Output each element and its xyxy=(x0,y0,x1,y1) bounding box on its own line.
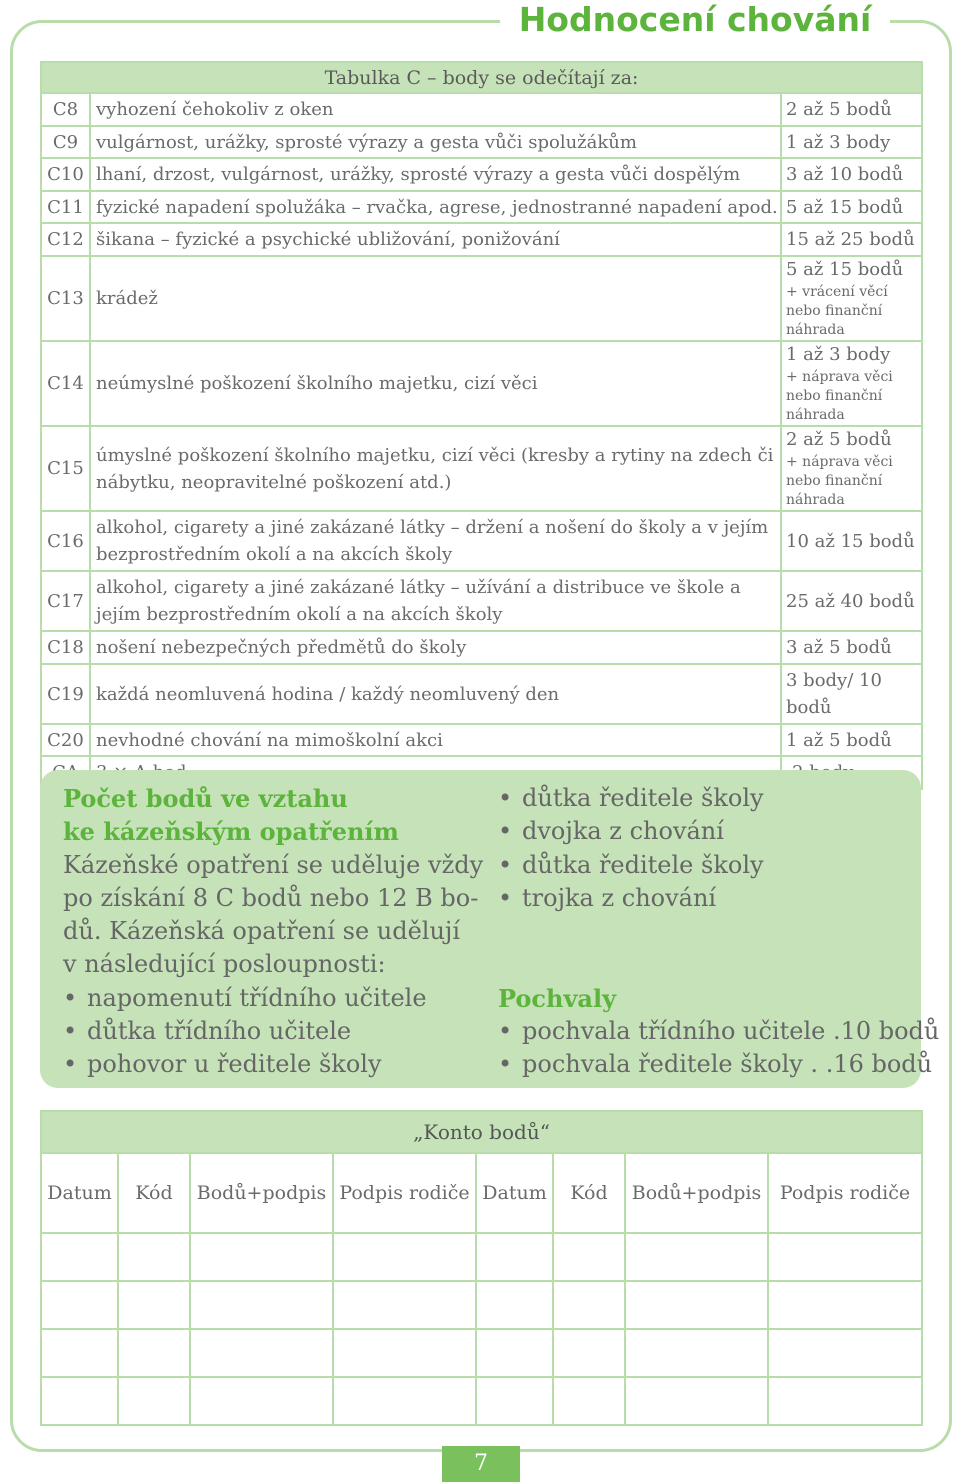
empty-cell[interactable] xyxy=(476,1377,553,1425)
bullet-icon: • xyxy=(498,784,513,812)
list-item xyxy=(498,849,918,882)
row-code: C20 xyxy=(41,724,90,756)
row-points: 1 až 3 body xyxy=(786,344,891,365)
konto-empty-row xyxy=(41,1329,922,1377)
row-points-cell xyxy=(781,426,922,511)
list-item xyxy=(63,1048,493,1081)
row-points: 1 až 3 body xyxy=(781,126,922,158)
praise-points: 10 bodů xyxy=(840,1017,940,1046)
info-text-line: dů. Kázeňská opatření se udělují xyxy=(63,917,461,946)
empty-cell[interactable] xyxy=(118,1233,190,1281)
row-code: C19 xyxy=(41,664,90,724)
empty-cell[interactable] xyxy=(768,1281,922,1329)
konto-title: „Konto bodů“ xyxy=(41,1111,922,1153)
column-header: Bodů+podpis xyxy=(625,1153,768,1233)
column-header: Datum xyxy=(41,1153,118,1233)
empty-cell[interactable] xyxy=(118,1281,190,1329)
empty-cell[interactable] xyxy=(41,1329,118,1377)
table-row xyxy=(41,93,922,126)
column-header: Datum xyxy=(476,1153,553,1233)
row-text: vulgárnost, urážky, sprosté výrazy a gesta vůči spolužákům xyxy=(90,126,781,158)
row-text: neúmyslné poškození školního majetku, cizí věci xyxy=(90,341,781,426)
row-text: fyzické napadení spolužáka – rvačka, agrese, jednostranné napadení apod. xyxy=(90,191,781,223)
empty-cell[interactable] xyxy=(625,1377,768,1425)
row-text: každá neomluvená hodina / každý neomluvený den xyxy=(90,664,781,724)
table-row xyxy=(41,158,922,191)
row-points: 2 až 5 bodů xyxy=(781,93,922,126)
row-points-note: + náprava věci nebo finanční náhrada xyxy=(786,369,893,423)
list-item-label: napomenutí třídního učitele xyxy=(87,983,427,1012)
column-header: Podpis rodiče xyxy=(768,1153,922,1233)
table-row xyxy=(41,341,922,426)
praise-heading: Pochvaly xyxy=(498,983,617,1013)
info-text-line: v následující posloupnosti: xyxy=(63,950,386,979)
list-item xyxy=(63,1015,493,1048)
bullet-icon: • xyxy=(498,1017,513,1046)
row-text: lhaní, drzost, vulgárnost, urážky, sprosté výrazy a gesta vůči dospělým xyxy=(90,158,781,191)
row-code: C18 xyxy=(41,631,90,664)
empty-cell[interactable] xyxy=(333,1329,476,1377)
empty-cell[interactable] xyxy=(118,1377,190,1425)
row-code: C15 xyxy=(41,426,90,511)
table-row xyxy=(41,571,922,631)
row-points: 2 až 5 bodů xyxy=(786,429,892,450)
konto-empty-row xyxy=(41,1233,922,1281)
empty-cell[interactable] xyxy=(190,1377,333,1425)
row-code: C13 xyxy=(41,256,90,341)
row-points: 1 až 5 bodů xyxy=(781,724,922,756)
list-item xyxy=(498,782,918,815)
table-row xyxy=(41,256,922,341)
table-row xyxy=(41,631,922,664)
empty-cell[interactable] xyxy=(118,1329,190,1377)
table-row xyxy=(41,191,922,223)
bullet-icon: • xyxy=(498,1050,513,1079)
info-left-column xyxy=(63,782,493,1082)
row-points: 3 body/ 10 bodů xyxy=(781,664,922,724)
info-right-column xyxy=(498,782,940,1082)
praise-item xyxy=(498,1015,940,1048)
column-header: Kód xyxy=(553,1153,625,1233)
row-points: 15 až 25 bodů xyxy=(781,223,922,256)
column-header: Bodů+podpis xyxy=(190,1153,333,1233)
empty-cell[interactable] xyxy=(553,1329,625,1377)
row-text: nevhodné chování na mimoškolní akci xyxy=(90,724,781,756)
row-points: 5 až 15 bodů xyxy=(781,191,922,223)
konto-table xyxy=(40,1110,923,1426)
empty-cell[interactable] xyxy=(625,1281,768,1329)
page-number: 7 xyxy=(442,1446,520,1482)
column-header: Kód xyxy=(118,1153,190,1233)
bullet-icon: • xyxy=(498,850,513,879)
row-text: nošení nebezpečných předmětů do školy xyxy=(90,631,781,664)
list-item-label: pohovor u ředitele školy xyxy=(87,1050,382,1079)
list-item-label: trojka z chování xyxy=(522,883,717,912)
empty-cell[interactable] xyxy=(553,1281,625,1329)
info-heading: Počet bodů ve vztahu xyxy=(63,784,348,813)
row-text: alkohol, cigarety a jiné zakázané látky – užívání a distribuce ve škole a jejím bezprostředním okolí a na akcích školy xyxy=(90,571,781,631)
row-points: 3 až 10 bodů xyxy=(781,158,922,191)
praise-item xyxy=(498,1048,933,1081)
row-points: 10 až 15 bodů xyxy=(781,511,922,571)
list-item-label: dvojka z chování xyxy=(522,817,724,846)
empty-cell[interactable] xyxy=(768,1329,922,1377)
praise-label: pochvala třídního učitele . xyxy=(522,1017,841,1046)
konto-empty-row xyxy=(41,1281,922,1329)
table-c xyxy=(40,61,923,790)
table-row xyxy=(41,724,922,756)
row-code: C17 xyxy=(41,571,90,631)
row-points-note: + náprava věci nebo finanční náhrada xyxy=(786,454,893,508)
list-item xyxy=(498,882,918,915)
empty-cell[interactable] xyxy=(476,1329,553,1377)
list-item-label: důtka ředitele školy xyxy=(522,850,764,879)
info-text-line: po získání 8 C bodů nebo 12 B bo- xyxy=(63,883,479,912)
row-code: C11 xyxy=(41,191,90,223)
row-points-note: + vrácení věcí nebo finanční náhrada xyxy=(786,284,888,338)
row-code: C9 xyxy=(41,126,90,158)
bullet-icon: • xyxy=(63,983,78,1012)
empty-cell[interactable] xyxy=(625,1329,768,1377)
row-points: 3 až 5 bodů xyxy=(781,631,922,664)
bullet-icon: • xyxy=(63,1017,78,1046)
spacer xyxy=(498,915,918,982)
konto-empty-row xyxy=(41,1377,922,1425)
table-row xyxy=(41,126,922,158)
empty-cell[interactable] xyxy=(768,1377,922,1425)
row-code: C8 xyxy=(41,93,90,126)
row-code: C16 xyxy=(41,511,90,571)
praise-points: 16 bodů xyxy=(833,1050,933,1079)
list-item xyxy=(63,982,493,1015)
column-header: Podpis rodiče xyxy=(333,1153,476,1233)
table-c-title: Tabulka C – body se odečítají za: xyxy=(41,62,922,93)
empty-cell[interactable] xyxy=(333,1281,476,1329)
row-code: C10 xyxy=(41,158,90,191)
list-item-label: důtka třídního učitele xyxy=(87,1017,352,1046)
list-item xyxy=(498,815,918,848)
konto-header-row xyxy=(41,1153,922,1233)
empty-cell[interactable] xyxy=(190,1329,333,1377)
empty-cell[interactable] xyxy=(553,1233,625,1281)
empty-cell[interactable] xyxy=(190,1281,333,1329)
empty-cell[interactable] xyxy=(476,1233,553,1281)
list-item-label: důtka ředitele školy xyxy=(522,784,764,812)
table-row xyxy=(41,664,922,724)
row-text: úmyslné poškození školního majetku, cizí věci (kresby a rytiny na zdech či nábytku, neopravitelné poškození atd.) xyxy=(90,426,781,511)
empty-cell[interactable] xyxy=(476,1281,553,1329)
empty-cell[interactable] xyxy=(41,1281,118,1329)
row-points-cell xyxy=(781,256,922,341)
row-text: krádež xyxy=(90,256,781,341)
empty-cell[interactable] xyxy=(768,1233,922,1281)
empty-cell[interactable] xyxy=(190,1233,333,1281)
empty-cell[interactable] xyxy=(625,1233,768,1281)
row-code: C14 xyxy=(41,341,90,426)
praise-label: pochvala ředitele školy . . xyxy=(522,1050,834,1079)
empty-cell[interactable] xyxy=(333,1377,476,1425)
bullet-icon: • xyxy=(498,883,513,912)
row-points-cell xyxy=(781,341,922,426)
row-text: alkohol, cigarety a jiné zakázané látky – držení a nošení do školy a v jejím bezprostředním okolí a na akcích školy xyxy=(90,511,781,571)
row-points: 5 až 15 bodů xyxy=(786,259,904,280)
table-row xyxy=(41,223,922,256)
page-heading: Hodnocení chování xyxy=(500,0,890,40)
info-box xyxy=(40,770,940,1088)
empty-cell[interactable] xyxy=(41,1233,118,1281)
row-points: 25 až 40 bodů xyxy=(781,571,922,631)
info-heading: ke kázeňským opatřením xyxy=(63,817,399,847)
info-text-line: Kázeňské opatření se uděluje vždy xyxy=(63,850,484,879)
table-row xyxy=(41,511,922,571)
row-text: šikana – fyzické a psychické ubližování, ponižování xyxy=(90,223,781,256)
bullet-icon: • xyxy=(63,1050,78,1079)
empty-cell[interactable] xyxy=(333,1233,476,1281)
empty-cell[interactable] xyxy=(553,1377,625,1425)
empty-cell[interactable] xyxy=(41,1377,118,1425)
row-text: vyhození čehokoliv z oken xyxy=(90,93,781,126)
bullet-icon: • xyxy=(498,817,513,846)
table-row xyxy=(41,426,922,511)
row-code: C12 xyxy=(41,223,90,256)
